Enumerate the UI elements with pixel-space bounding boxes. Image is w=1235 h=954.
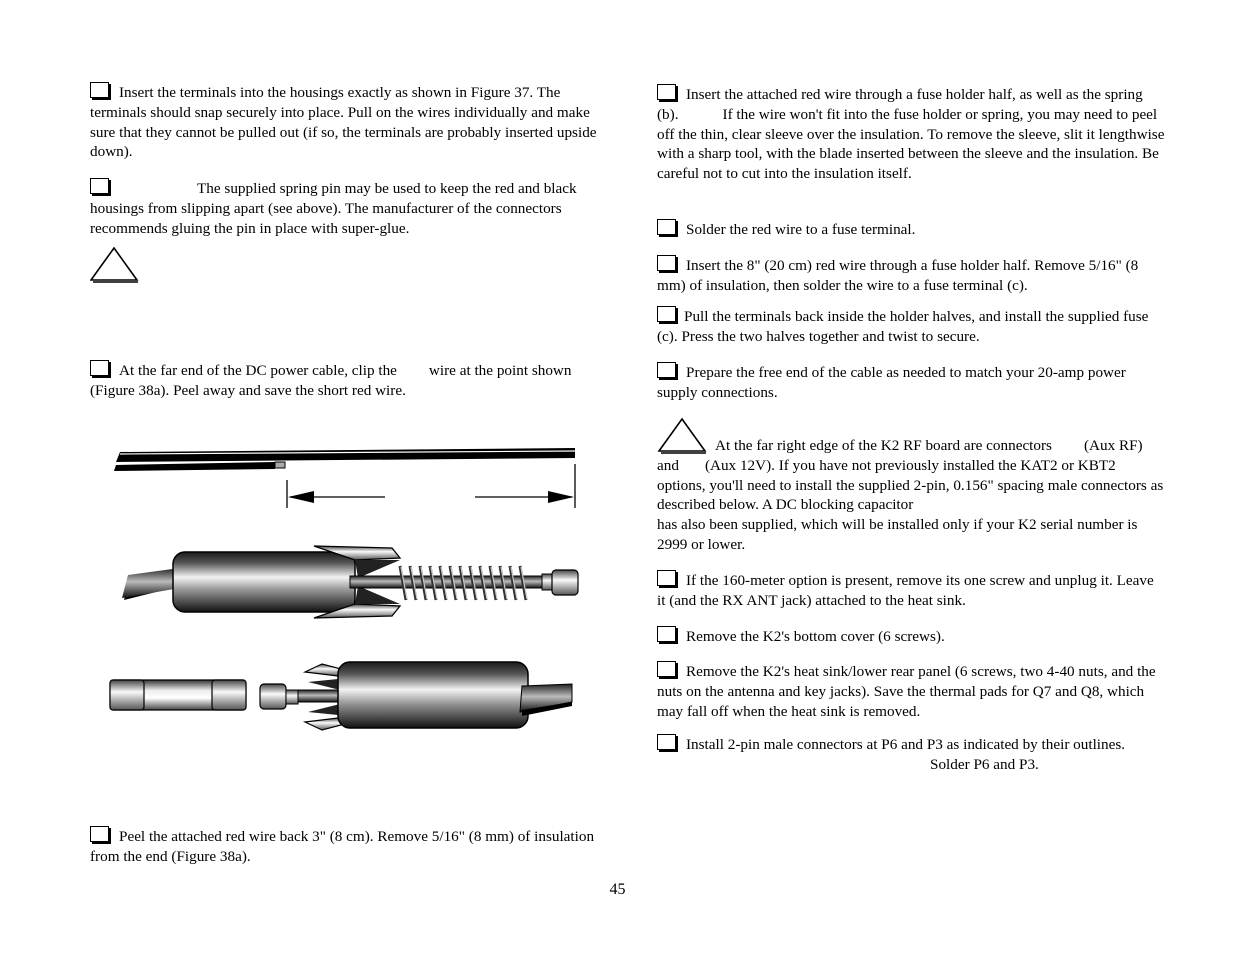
step-install-2pin-connectors: Install 2-pin male connectors at P6 and P3 as indicated by their outlines. Solder P6 and P3. xyxy=(657,734,1165,775)
checkbox[interactable] xyxy=(90,178,109,194)
step-insert-red-wire: Insert the attached red wire through a fuse holder half, as well as the spring (b). If the wire won't fit into the fuse holder or spring, you may need to peel off the thin, clear sleeve over the insulation. To remove the sleeve, slit it lengthwise with a sharp tool, with the blade inserted between the sleeve and the insulation. Be careful not to cut into the insulation itself. xyxy=(657,86,1165,183)
step-clip-wire: At the far end of the DC power cable, clip the wire at the point shown (Figure 38a). Peel away and save the short red wire. xyxy=(90,362,572,399)
step-insert-terminals: Insert the terminals into the housings exactly as shown in Figure 37. The terminals should snap securely into place. Pull on the wires individually and make sure that they cannot be pulled out (if so, the terminals are probably inserted upside down). xyxy=(90,84,597,161)
step-solder-red-wire: Solder the red wire to a fuse terminal. xyxy=(657,219,1165,240)
checkbox[interactable] xyxy=(657,306,676,322)
warning-triangle-icon xyxy=(90,245,140,283)
checkbox[interactable] xyxy=(657,661,676,677)
step-peel-red-wire: Peel the attached red wire back 3" (8 cm). Remove 5/16" (8 mm) of insulation from the end (Figure 38a). xyxy=(90,828,595,865)
fuse-holder-figure xyxy=(100,440,590,750)
step-pull-terminals: Pull the terminals back inside the holder halves, and install the supplied fuse (c). Press the two halves together and twist to secure. xyxy=(657,308,1149,345)
checkbox[interactable] xyxy=(657,255,676,271)
checkbox[interactable] xyxy=(90,82,109,98)
checkbox[interactable] xyxy=(657,219,676,235)
checkbox[interactable] xyxy=(657,734,676,750)
step-remove-bottom-cover: Remove the K2's bottom cover (6 screws). xyxy=(657,626,1165,647)
page-number: 45 xyxy=(609,881,626,898)
step-remove-160m-option: If the 160-meter option is present, remove its one screw and unplug it. Leave it (and the RX ANT jack) attached to the heat sink. xyxy=(657,572,1154,609)
checkbox[interactable] xyxy=(90,360,109,376)
note-aux-connectors: At the far right edge of the K2 RF board are connectors (Aux RF) and (Aux 12V). If you have not previously installed the KAT2 or KBT2 options, you'll need to install the supplied 2-pin, 0.156" spacing male connectors as described below. A DC blocking capacitor has also been supplied, which will be installed only if your K2 serial number is 2999 or lower. xyxy=(657,437,1164,553)
step-prepare-cable-end: Prepare the free end of the cable as needed to match your 20-amp power supply connections. xyxy=(657,364,1126,401)
step-insert-8in-wire: Insert the 8" (20 cm) red wire through a fuse holder half. Remove 5/16" (8 mm) of insulation, then solder the wire to a fuse terminal (c). xyxy=(657,257,1139,294)
checkbox[interactable] xyxy=(657,362,676,378)
checkbox[interactable] xyxy=(657,626,676,642)
fuse-and-holder xyxy=(110,662,572,730)
checkbox[interactable] xyxy=(657,84,676,100)
fuse-holder-with-spring xyxy=(122,546,578,618)
step-spring-pin: The supplied spring pin may be used to keep the red and black housings from slipping apart (see above). The manufacturer of the connectors recommends gluing the pin in place with super-glue. xyxy=(90,180,577,237)
cable-clip-diagram xyxy=(114,448,575,508)
checkbox[interactable] xyxy=(90,826,109,842)
step-remove-heat-sink: Remove the K2's heat sink/lower rear panel (6 screws, two 4-40 nuts, and the nuts on the antenna and key jacks). Save the thermal pads for Q7 and Q8, which may fall off when the heat sink is removed. xyxy=(657,663,1156,720)
checkbox[interactable] xyxy=(657,570,676,586)
